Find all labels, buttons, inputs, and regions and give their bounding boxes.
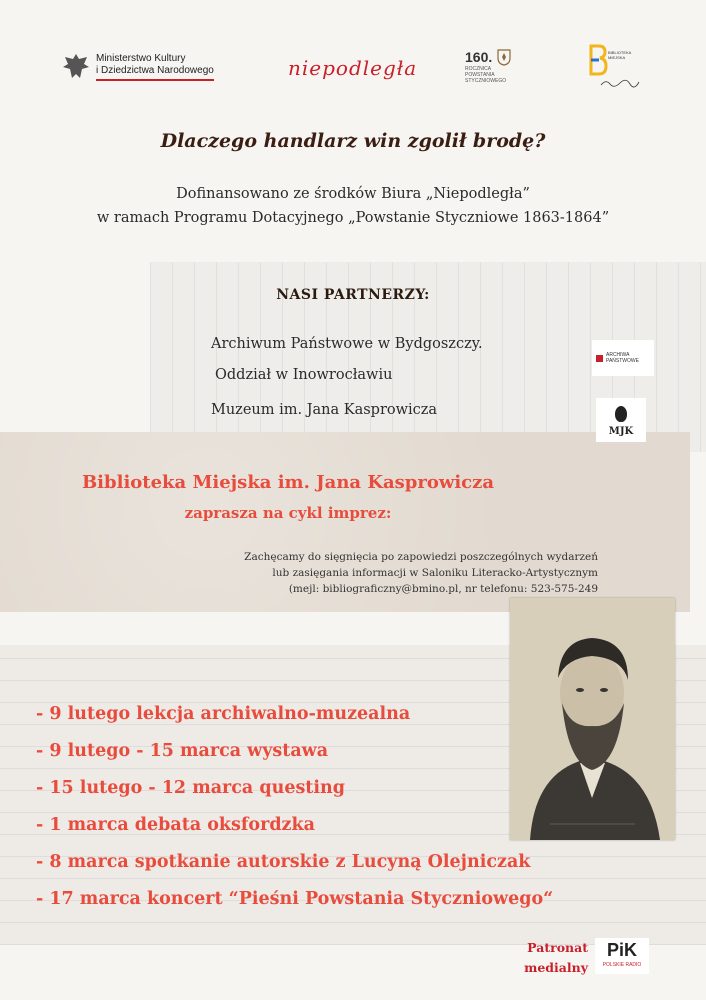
library-line1: BIBLIOTEKA	[608, 50, 632, 55]
museum-logo	[596, 398, 646, 442]
anniversary-number: 160.	[465, 49, 493, 65]
event-item: - 15 lutego - 12 marca questing	[36, 778, 345, 798]
patronat-line1: Patronat	[527, 940, 588, 955]
info-line2: lub zasięgania informacji w Saloniku Literacko-Artystycznym	[272, 567, 598, 579]
archive-line2: PAŃSTWOWE	[606, 358, 639, 364]
contact-info	[220, 549, 598, 597]
patronat-line2: medialny	[524, 960, 588, 975]
radio-logo-sub: POLSKIE RADIO	[602, 962, 642, 968]
museum-logo-text: MJK	[608, 426, 634, 437]
anniversary-line2: POWSTANIA	[465, 72, 495, 78]
event-item: - 9 lutego lekcja archiwalno-muzealna	[36, 704, 411, 724]
anniversary-line1: ROCZNICA	[465, 66, 492, 72]
niepodlegla-logo: niepodległa	[288, 56, 418, 80]
ministry-name-line2: i Dziedzictwa Narodowego	[96, 65, 214, 76]
archive-line1: ARCHIWA	[606, 352, 630, 358]
info-line1: Zachęcamy do sięgnięcia po zapowiedzi poszczególnych wydarzeń	[244, 551, 598, 563]
partner-archive-branch: Oddział w Inowrocławiu	[215, 367, 393, 383]
signature-icon	[600, 78, 640, 88]
library-invite-title: Biblioteka Miejska im. Jana Kasprowicza	[81, 472, 495, 493]
archive-square-icon	[596, 355, 603, 362]
partners-heading: NASI PARTNERZY:	[276, 287, 430, 303]
event-item: - 9 lutego - 15 marca wystawa	[36, 741, 329, 761]
portrait-face-icon	[615, 406, 627, 422]
partner-archive: Archiwum Państwowe w Bydgoszczy.	[211, 336, 483, 352]
radio-logo-text: PiK	[606, 940, 637, 960]
funding-line2: w ramach Programu Dotacyjnego „Powstanie Styczniowe 1863-1864”	[96, 210, 610, 226]
funding-line1: Dofinansowano ze środków Biura „Niepodległa”	[176, 186, 530, 202]
info-line3: (mejl: bibliograficzny@bmino.pl, nr telefonu: 523-575-249	[288, 583, 598, 595]
event-item: - 8 marca spotkanie autorskie z Lucyną Olejniczak	[36, 852, 531, 872]
crest-icon	[496, 48, 512, 66]
library-b-icon	[588, 44, 608, 78]
partner-museum: Muzeum im. Jana Kasprowicza	[211, 402, 438, 418]
events-list	[36, 704, 553, 926]
ministry-logo	[62, 52, 214, 82]
funding-info	[0, 182, 706, 230]
library-line2: MIEJSKA	[608, 55, 626, 60]
archive-logo	[592, 340, 654, 376]
library-logo	[588, 42, 648, 94]
anniversary-logo	[465, 48, 525, 84]
page-title: Dlaczego handlarz win zgolił brodę?	[160, 130, 546, 152]
library-invite-subtitle: zaprasza na cykl imprez:	[184, 504, 392, 522]
radio-logo	[595, 938, 649, 974]
event-item: - 1 marca debata oksfordzka	[36, 815, 315, 835]
eagle-icon	[62, 52, 90, 82]
event-item: - 17 marca koncert “Pieśni Powstania Styczniowego“	[36, 889, 554, 909]
anniversary-line3: STYCZNIOWEGO	[465, 78, 507, 84]
ministry-name-line1: Ministerstwo Kultury	[96, 53, 186, 64]
media-patronage	[500, 938, 588, 978]
